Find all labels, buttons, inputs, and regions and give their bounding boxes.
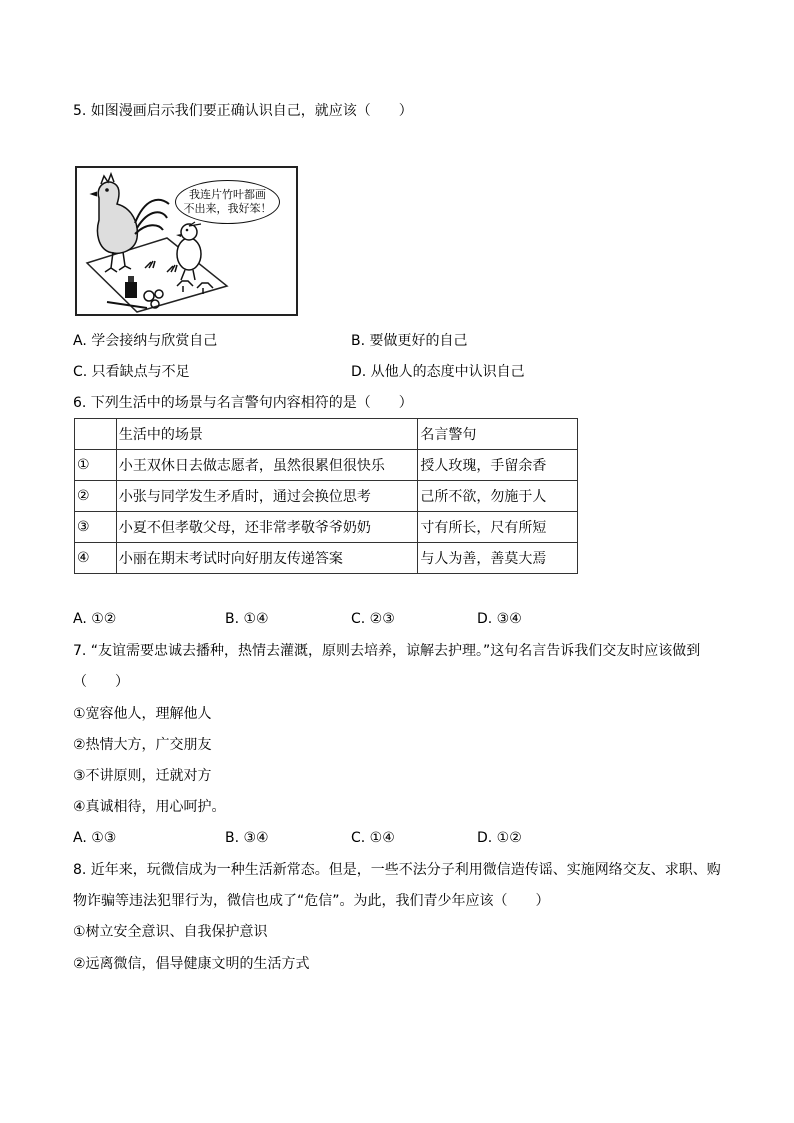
table-row [75,512,578,543]
table-cell: ④ [75,543,117,574]
table-header-cell: 名言警句 [418,419,578,450]
table-row [75,450,578,481]
q7-option-c: C. ①④ [351,830,395,846]
q6-option-c: C. ②③ [351,611,395,627]
q6-option-d: D. ③④ [477,611,522,627]
q5-option-a: A. 学会接纳与欣赏自己 [73,333,218,349]
table-cell: ② [75,481,117,512]
speech-line-1: 我连片竹叶都画 [189,188,266,201]
q7-item: ①宽容他人，理解他人 [73,706,212,722]
q7-item: ②热情大方，广交朋友 [73,737,212,753]
q6-option-b: B. ①④ [225,611,269,627]
table-cell: 小夏不但孝敬父母，还非常孝敬爷爷奶奶 [116,512,418,543]
q7-option-a: A. ①③ [73,830,117,846]
q8-item: ②远离微信，倡导健康文明的生活方式 [73,956,310,972]
table-cell: 授人玫瑰，手留余香 [418,450,578,481]
table-cell: 小张与同学发生矛盾时，通过会换位思考 [116,481,418,512]
table-row [75,481,578,512]
q6-option-a: A. ①② [73,611,117,627]
table-cell: ① [75,450,117,481]
table-cell: 小丽在期末考试时向好朋友传递答案 [116,543,418,574]
table-cell: 小王双休日去做志愿者，虽然很累但很快乐 [116,450,418,481]
q5-option-b: B. 要做更好的自己 [351,333,468,349]
q7-stem-line-2: （ ） [73,674,129,690]
table-cell: 己所不欲，勿施于人 [418,481,578,512]
table-header-row [75,419,578,450]
cartoon-image [75,166,298,316]
table-row [75,543,578,574]
q8-item: ①树立安全意识、自我保护意识 [73,924,268,940]
q8-stem-line-2: 物诈骗等违法犯罪行为，微信也成了“危信”。为此，我们青少年应该（ ） [73,893,550,909]
scene-quote-table [74,418,578,574]
q5-stem: 5. 如图漫画启示我们要正确认识自己，就应该（ ） [73,103,413,119]
q5-option-c: C. 只看缺点与不足 [73,364,190,380]
speech-bubble [175,180,280,224]
q7-item: ③不讲原则，迁就对方 [73,768,212,784]
table-cell: ③ [75,512,117,543]
q7-option-b: B. ③④ [225,830,269,846]
q6-stem: 6. 下列生活中的场景与名言警句内容相符的是（ ） [73,395,413,411]
table-cell: 寸有所长，尺有所短 [418,512,578,543]
table-cell: 与人为善，善莫大焉 [418,543,578,574]
q7-stem-line-1: 7. “友谊需要忠诚去播种，热情去灌溉，原则去培养，谅解去护理。”这句名言告诉我们交友时应该做到 [73,643,701,659]
q7-item: ④真诚相待，用心呵护。 [73,799,226,815]
table-header-cell [75,419,117,450]
table-header-cell: 生活中的场景 [116,419,418,450]
q8-stem-line-1: 8. 近年来，玩微信成为一种生活新常态。但是，一些不法分子利用微信造传谣、实施网络交友、求职、购 [73,862,721,878]
q7-option-d: D. ①② [477,830,522,846]
speech-line-2: 不出来，我好笨！ [183,202,272,215]
q5-option-d: D. 从他人的态度中认识自己 [351,364,525,380]
